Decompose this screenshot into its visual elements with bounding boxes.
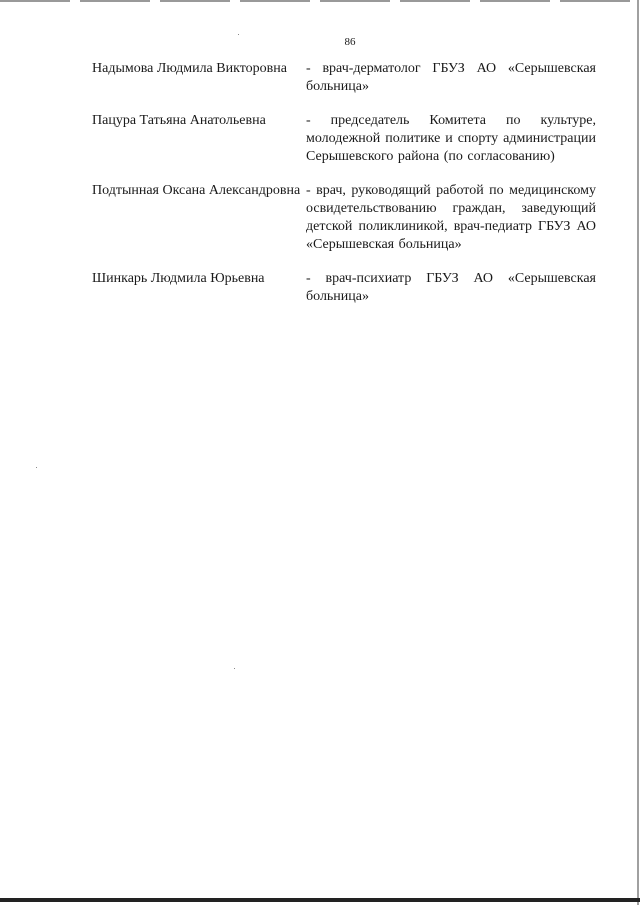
member-entry xyxy=(92,60,602,96)
member-entry xyxy=(92,270,602,306)
member-role: - врач, руководящий работой по медицинскому освидетельствованию граждан, заведующий детской поликлиникой, врач-педиатр ГБУЗ АО «Серышевская больница» xyxy=(306,183,596,252)
member-list xyxy=(92,60,602,320)
scan-speck xyxy=(36,467,37,468)
member-name: Пацура Татьяна Анатольевна xyxy=(92,113,266,128)
member-role: - врач-психиатр ГБУЗ АО «Серышевская больница» xyxy=(306,271,596,304)
member-name: Подтынная Оксана Александровна xyxy=(92,183,301,198)
member-entry xyxy=(92,112,602,166)
scan-edge-right xyxy=(637,0,639,905)
page-number: 86 xyxy=(344,36,356,48)
member-role: - председатель Комитета по культуре, молодежной политике и спорту администрации Серышевского района (по согласованию) xyxy=(306,113,596,164)
member-name: Надымова Людмила Викторовна xyxy=(92,61,287,76)
member-role: - врач-дерматолог ГБУЗ АО «Серышевская больница» xyxy=(306,61,596,94)
member-name: Шинкарь Людмила Юрьевна xyxy=(92,271,265,286)
scan-speck xyxy=(234,668,235,669)
scan-edge-bottom xyxy=(0,898,640,902)
member-entry xyxy=(92,182,602,254)
scan-edge-top xyxy=(0,0,640,2)
scan-speck xyxy=(238,34,239,35)
